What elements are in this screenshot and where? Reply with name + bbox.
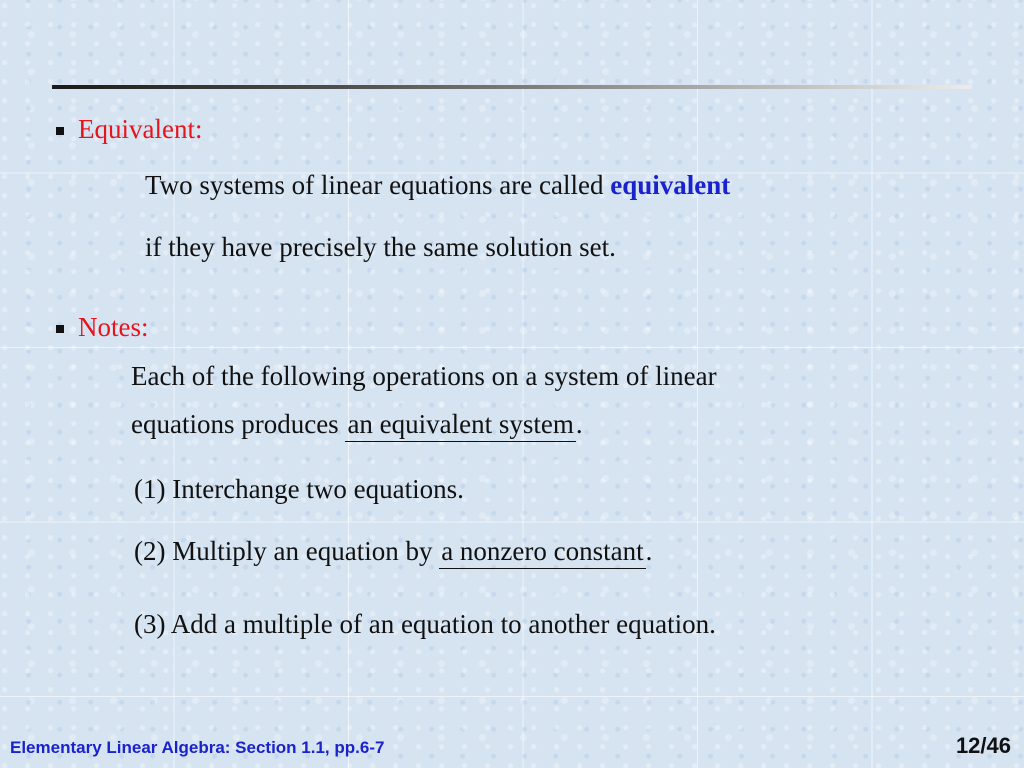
bullet-equivalent xyxy=(56,114,202,145)
definition-text: Two systems of linear equations are called xyxy=(145,170,611,200)
title-divider xyxy=(52,85,972,89)
square-bullet-icon xyxy=(56,127,64,135)
underlined-nonzero-constant: a nonzero constant xyxy=(439,538,645,569)
notes-intro-line-1: Each of the following operations on a system of linear xyxy=(131,361,717,391)
definition-line-1 xyxy=(145,172,730,199)
term-equivalent: equivalent xyxy=(610,170,731,200)
operation-3: (3) Add a multiple of an equation to another equation. xyxy=(134,609,716,639)
square-bullet-icon xyxy=(56,325,64,333)
underlined-equivalent-system: an equivalent system xyxy=(345,411,575,442)
bullet-notes xyxy=(56,312,149,343)
heading-notes: Notes: xyxy=(78,312,149,342)
period: . xyxy=(645,536,653,566)
operation-2-text: (2) Multiply an equation by xyxy=(134,536,440,566)
heading-equivalent: Equivalent: xyxy=(78,114,203,144)
notes-intro-text: equations produces xyxy=(131,409,346,439)
footer-course-title: Elementary Linear Algebra: Section 1.1, pp.6-7 xyxy=(10,738,385,757)
period: . xyxy=(575,409,583,439)
slide-number: 12/46 xyxy=(955,733,1011,758)
definition-line-2: if they have precisely the same solution set. xyxy=(145,232,616,262)
operation-1: (1) Interchange two equations. xyxy=(134,474,464,504)
operation-2 xyxy=(134,538,652,569)
notes-intro-line-2 xyxy=(131,411,583,442)
